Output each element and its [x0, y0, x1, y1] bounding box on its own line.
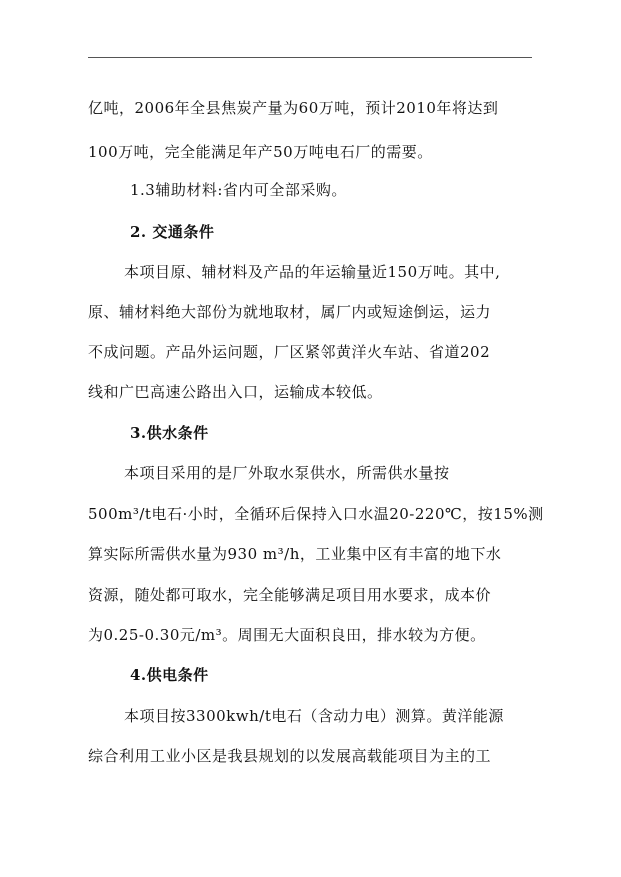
- text-line-6: 原、辅材料绝大部份为就地取材，属厂内或短途倒运，运力: [88, 303, 492, 321]
- text-line-10: 本项目采用的是厂外取水泵供水，所需供水量按: [124, 464, 450, 482]
- text-line-5: 本项目原、辅材料及产品的年运输量近150万吨。其中,: [124, 263, 501, 281]
- text-line-13: 资源，随处都可取水，完全能够满足项目用水要求，成本价: [88, 586, 492, 604]
- text-line-7: 不成问题。产品外运问题，厂区紧邻黄洋火车站、省道202: [88, 343, 491, 361]
- text-line-3: 1.3辅助材料:省内可全部采购。: [130, 181, 347, 199]
- text-line-14: 为0.25-0.30元/m³。周围无大面积良田，排水较为方便。: [88, 626, 486, 644]
- text-line-16: 本项目按3300kwh/t电石（含动力电）测算。黄洋能源: [124, 707, 504, 725]
- header-rule: [88, 57, 532, 58]
- section-heading-transport: 2. 交通条件: [130, 223, 215, 241]
- section-heading-water: 3.供水条件: [130, 424, 209, 442]
- text-line-1: 亿吨，2006年全县焦炭产量为60万吨，预计2010年将达到: [88, 99, 499, 117]
- text-line-12: 算实际所需供水量为930 m³/h，工业集中区有丰富的地下水: [88, 545, 502, 563]
- text-line-2: 100万吨，完全能满足年产50万吨电石厂的需要。: [88, 143, 433, 161]
- text-line-17: 综合利用工业小区是我县规划的以发展高载能项目为主的工: [88, 747, 492, 765]
- text-line-8: 线和广巴高速公路出入口，运输成本较低。: [88, 383, 383, 401]
- text-line-11: 500m³/t电石·小时，全循环后保持入口水温20-220℃，按15%测: [88, 505, 544, 523]
- section-heading-power: 4.供电条件: [130, 666, 209, 684]
